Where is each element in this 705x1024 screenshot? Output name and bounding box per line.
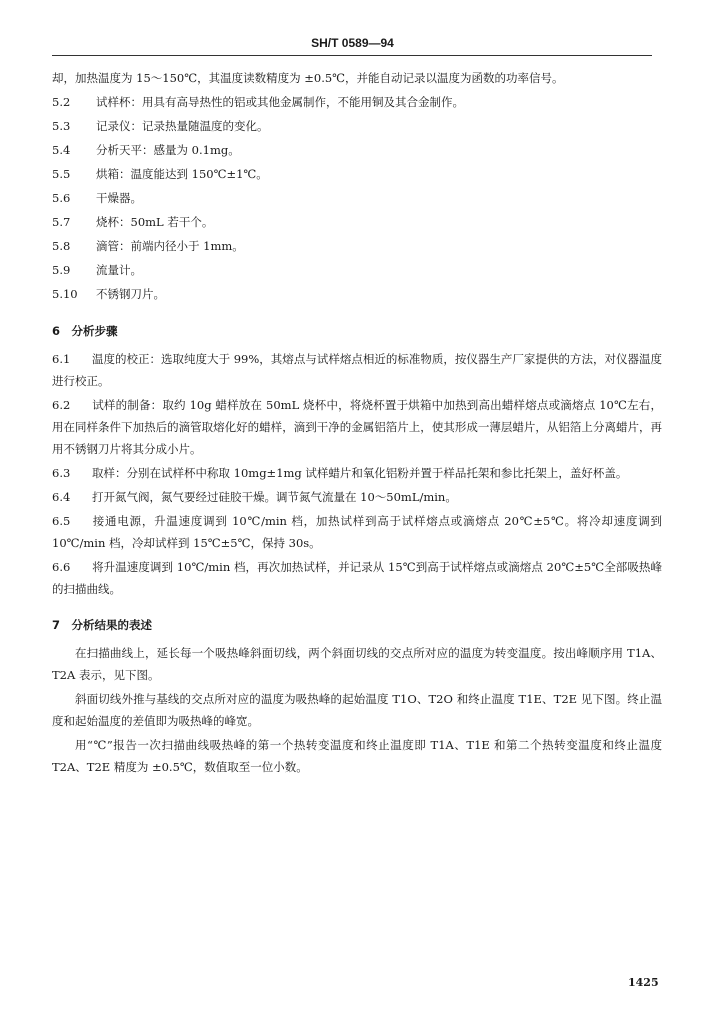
clause-text: 将升温速度调到 10℃/min 档，再次加热试样，并记录从 15℃到高于试样熔点或滴熔点 20℃±5℃全部吸热峰的扫描曲线。	[52, 560, 662, 596]
clause-5-9	[52, 258, 662, 282]
clause-number: 6.4	[52, 490, 71, 504]
line-text: 却，加热温度为 15～150℃，其温度读数精度为 ±0.5℃，并能自动记录以温度为函数的功率信号。	[52, 71, 564, 85]
clause-text: 干燥器。	[96, 191, 142, 205]
results-paragraph: 用“℃”报告一次扫描曲线吸热峰的第一个热转变温度和终止温度即 T1A、T1E 和第二个热转变温度和终止温度 T2A、T2E 精度为 ±0.5℃，数值取至一位小数。	[52, 738, 662, 774]
clause-text: 记录仪：记录热量随温度的变化。	[96, 119, 269, 133]
clause-6-2	[52, 394, 662, 460]
clause-5-8	[52, 234, 662, 258]
clause-text: 滴管：前端内径小于 1mm。	[96, 239, 244, 253]
clause-5-3	[52, 114, 662, 138]
clause-number: 6.6	[52, 560, 71, 574]
clause-6-3	[52, 462, 662, 484]
clause-number: 6.1	[52, 352, 71, 366]
clause-number: 5.8	[52, 239, 71, 253]
clause-6-1	[52, 348, 662, 392]
clause-text: 取样：分别在试样杯中称取 10mg±1mg 试样蜡片和氧化铝粉并置于样品托架和参比托架上，盖好杯盖。	[92, 466, 628, 480]
clause-text: 试样的制备：取约 10g 蜡样放在 50mL 烧杯中，将烧杯置于烘箱中加热到高出蜡样熔点或滴熔点 10℃左右，用在同样条件下加热后的滴管取熔化好的蜡样，滴到干净的金属铝箔片上，使其形成一薄层蜡片，从铝箔上分离蜡片，再用不锈钢刀片将其分成小片。	[52, 398, 662, 456]
clause-text: 分析天平：感量为 0.1mg。	[96, 143, 240, 157]
clause-text: 试样杯：用具有高导热性的铝或其他金属制作，不能用铜及其合金制作。	[96, 95, 464, 109]
clause-5-4	[52, 138, 662, 162]
results-paragraph: 斜面切线外推与基线的交点所对应的温度为吸热峰的起始温度 T1O、T2O 和终止温度 T1E、T2E 见下图。终止温度和起始温度的差值即为吸热峰的峰宽。	[52, 692, 662, 728]
page-content	[52, 66, 662, 780]
clause-text: 烧杯：50mL 若干个。	[96, 215, 214, 229]
clause-text: 烘箱：温度能达到 150℃±1℃。	[96, 167, 268, 181]
clause-number: 5.5	[52, 167, 71, 181]
clause-number: 5.2	[52, 95, 71, 109]
clause-number: 5.4	[52, 143, 71, 157]
section-7-heading: 7 分析结果的表述	[52, 618, 153, 632]
page-number: 1425	[628, 976, 659, 989]
clause-6-4	[52, 486, 662, 508]
text-line	[52, 66, 662, 90]
clause-text: 打开氮气阀，氮气要经过硅胶干燥。调节氮气流量在 10～50mL/min。	[92, 490, 457, 504]
clause-5-2	[52, 90, 662, 114]
clause-6-6	[52, 556, 662, 600]
header-rule	[52, 55, 652, 56]
clause-5-7	[52, 210, 662, 234]
clause-text: 不锈钢刀片。	[96, 287, 165, 301]
clause-number: 5.9	[52, 263, 71, 277]
section-6-heading: 6 分析步骤	[52, 324, 118, 338]
clause-number: 6.2	[52, 398, 71, 412]
clause-number: 6.5	[52, 514, 71, 528]
standard-code-header: SH/T 0589—94	[311, 36, 394, 50]
clause-5-6	[52, 186, 662, 210]
clause-number: 5.10	[52, 287, 78, 301]
clause-number: 6.3	[52, 466, 71, 480]
clause-5-10	[52, 282, 662, 306]
results-paragraph: 在扫描曲线上，延长每一个吸热峰斜面切线，两个斜面切线的交点所对应的温度为转变温度。按出峰顺序用 T1A、T2A 表示，见下图。	[52, 646, 662, 682]
clause-text: 温度的校正：选取纯度大于 99%，其熔点与试样熔点相近的标准物质，按仪器生产厂家提供的方法，对仪器温度进行校正。	[52, 352, 662, 388]
clause-6-5	[52, 510, 662, 554]
clause-5-5	[52, 162, 662, 186]
clause-text: 接通电源，升温速度调到 10℃/min 档，加热试样到高于试样熔点或滴熔点 20℃±5℃。将冷却速度调到 10℃/min 档，冷却试样到 15℃±5℃，保持 30s。	[52, 514, 662, 550]
clause-number: 5.3	[52, 119, 71, 133]
clause-number: 5.6	[52, 191, 71, 205]
clause-number: 5.7	[52, 215, 71, 229]
clause-text: 流量计。	[96, 263, 142, 277]
